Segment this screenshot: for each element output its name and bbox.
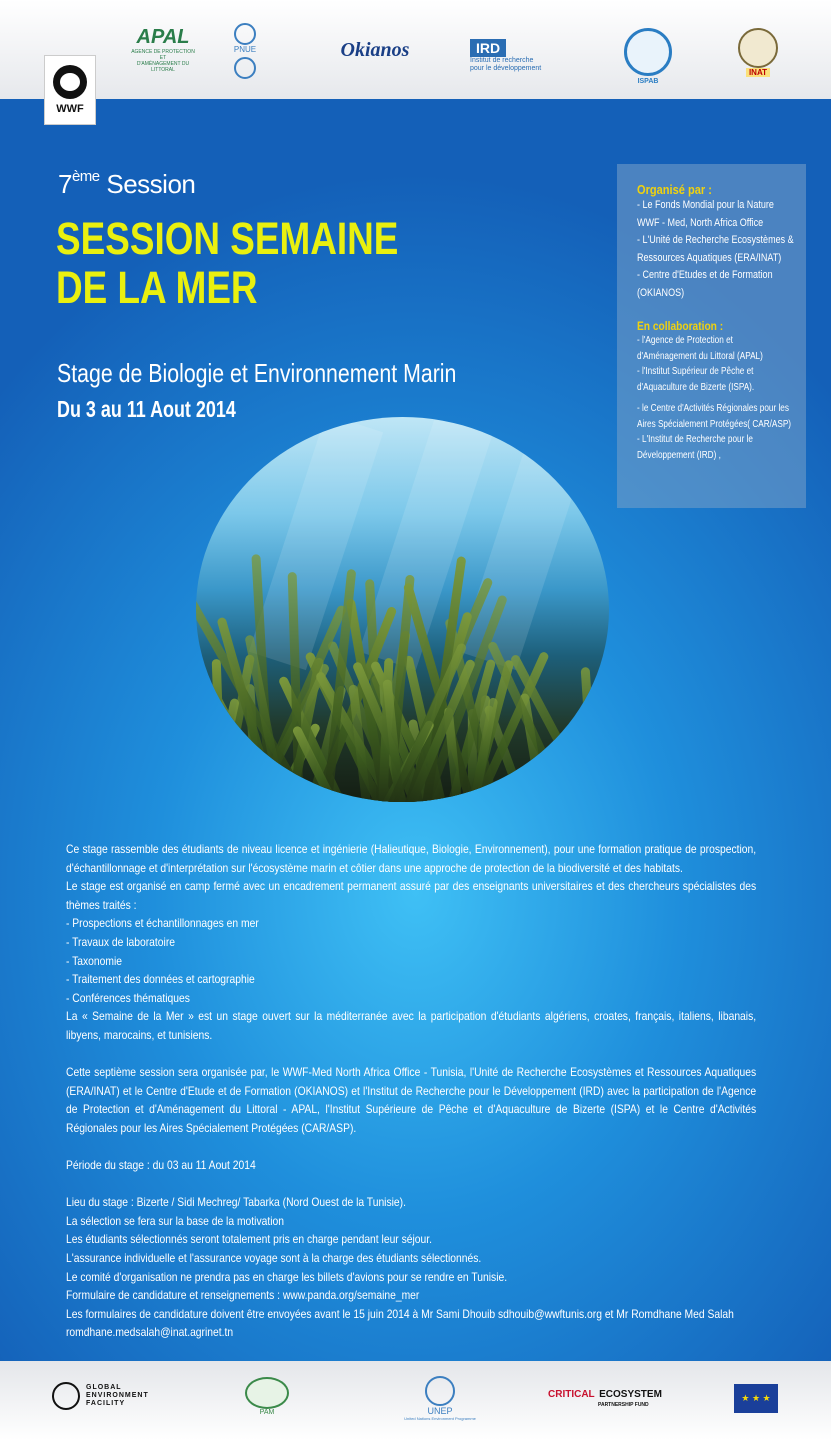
apal-sub1: AGENCE DE PROTECTION ET (131, 48, 195, 61)
pam-emblem-icon (245, 1377, 289, 1409)
apal-title: APAL (136, 25, 190, 48)
participation-paragraph: La « Semaine de la Mer » est un stage ouvert sur la méditerranée avec la participation d'étudiants algériens, croates, français, italiens, libanais, libyens, marocains, et tunisiens. (66, 1009, 757, 1042)
cepf-ecosystem: ECOSYSTEM (599, 1389, 662, 1400)
ispa-logo (616, 24, 680, 88)
theme-item: - Traitement des données et cartographie (66, 972, 255, 987)
light-ray (249, 417, 383, 670)
inat-seal-icon (738, 28, 778, 68)
collaborator-line: - le Centre d'Activités Régionales pour les (637, 403, 789, 414)
inat-label: INAT (746, 68, 770, 77)
pnue-label: PNUE (233, 45, 257, 54)
coverage-line: Les étudiants sélectionnés seront totalement pris en charge pendant leur séjour. (66, 1232, 433, 1247)
contact-email: romdhane.medsalah@inat.agrinet.tn (66, 1325, 234, 1340)
main-title (56, 214, 398, 312)
apal-sub2: D'AMÉNAGEMENT DU LITTORAL (136, 60, 190, 73)
organizer-line: Ressources Aquatiques (ERA/INAT) (637, 251, 782, 264)
okianos-label: Okianos (340, 38, 410, 61)
organizer-line: WWF - Med, North Africa Office (637, 216, 764, 229)
okianos-logo (325, 36, 425, 64)
ird-logo (470, 36, 546, 76)
ird-sub1: Institut de recherche (470, 57, 534, 64)
pam-logo (240, 1374, 294, 1418)
panda-icon (53, 65, 87, 99)
collaborator-line: - l'Institut Supérieur de Pêche et (637, 366, 754, 377)
unep-globe-icon (425, 1376, 455, 1406)
collaborator-line: Aires Spécialement Protégées( CAR/ASP) (637, 418, 792, 430)
unep-label: UNEP (427, 1405, 453, 1416)
partners-paragraph: Cette septième session sera organisée par, le WWF-Med North Africa Office - Tunisia, l'Unité de Recherche Ecosystèmes et Ressources Aquatiques (ERA/INAT) et le Centre d'Etude et de Formation (OKIANOS) et l'Institut de Recherche pour le Développement (IRD) avec la participation de l'Agence de Protection et d'Aménagement du Littoral - APAL, l'Institut Supérieure de Pêche et d'Aquaculture de Bizerte (ISPA) et le Centre d'Activités Régionales pour les Aires Spécialement Protégées (CAR/ASP). (66, 1065, 757, 1135)
organizer-line: - Le Fonds Mondial pour la Nature (637, 199, 774, 211)
organizers-heading: Organisé par : (637, 182, 712, 197)
organizer-line: - L'Unité de Recherche Ecosystèmes & (637, 234, 794, 246)
stage-dates: Du 3 au 11 Aout 2014 (57, 396, 236, 422)
unep-logo (394, 1372, 486, 1424)
submission-line: Les formulaires de candidature doivent être envoyées avant le 15 juin 2014 à Mr Sami Dhouib sdhouib@wwftunis.org et Mr Romdhane Med Salah (66, 1306, 734, 1321)
organisation-paragraph: Le stage est organisé en camp fermé avec un encadrement permanent assuré par des enseignants universitaires et des chercheurs spécialistes des thèmes traités : (66, 879, 757, 912)
theme-item: - Travaux de laboratoire (66, 934, 175, 949)
wwf-logo (44, 55, 96, 125)
theme-item: - Conférences thématiques (66, 990, 190, 1005)
insurance-line: L'assurance individuelle et l'assurance voyage sont à la charge des étudiants sélectionnés. (66, 1251, 482, 1266)
session-ordinal: ème (71, 168, 100, 185)
eu-flag-icon: ★ ★ ★ (734, 1384, 778, 1413)
ispa-label: ISPAB (637, 77, 659, 85)
globe-icon (234, 23, 256, 45)
title-line-2: DE LA MER (56, 262, 258, 313)
location-line: Lieu du stage : Bizerte / Sidi Mechreg/ Tabarka (Nord Ouest de la Tunisie). (66, 1195, 406, 1210)
wwf-label: WWF (56, 103, 84, 115)
apal-logo (128, 24, 198, 74)
organizers-box (617, 164, 806, 508)
gef-line-1: GLOBAL (86, 1384, 122, 1391)
intro-paragraph: Ce stage rassemble des étudiants de niveau licence et ingénierie (Halieutique, Biologie, Environnement), pour une formation pratique de prospection, d'échantillonnage et d'interprétation sur l'écosystème marin et côtier dans une approche de protection de la biodiversité et des habitats. (66, 842, 757, 875)
seagrass-photo (196, 417, 609, 802)
description (66, 840, 756, 1342)
cepf-critical: CRITICAL (548, 1389, 595, 1400)
organizer-line: (OKIANOS) (637, 286, 685, 299)
gef-line-3: FACILITY (86, 1400, 126, 1407)
selection-line: La sélection se fera sur la base de la motivation (66, 1213, 284, 1228)
period-line: Période du stage : du 03 au 11 Aout 2014 (66, 1158, 256, 1173)
ird-title: IRD (470, 39, 506, 57)
eu-logo (734, 1384, 778, 1413)
gef-line-2: ENVIRONMENT (86, 1392, 149, 1399)
session-word: Session (99, 169, 196, 199)
cepf-fund: PARTNERSHIP FUND (598, 1402, 649, 1408)
gef-logo (52, 1374, 172, 1418)
theme-item: - Taxonomie (66, 953, 123, 968)
unep-sub: United Nations Environment Programme (404, 1415, 476, 1421)
ird-sub2: pour le développement (470, 65, 542, 72)
cepf-title (548, 1384, 662, 1402)
form-line: Formulaire de candidature et renseignements : www.panda.org/semaine_mer (66, 1288, 420, 1303)
session-number: 7 (58, 169, 72, 199)
gef-circle-icon (52, 1382, 80, 1410)
inat-logo (730, 14, 786, 90)
collaborator-line: - L'Institut de Recherche pour le (637, 434, 753, 445)
stage-subtitle: Stage de Biologie et Environnement Marin (57, 358, 457, 388)
collaborator-line: d'Aquaculture de Bizerte (ISPA). (637, 381, 755, 393)
title-line-1: SESSION SEMAINE (56, 213, 399, 264)
cepf-logo (548, 1380, 662, 1412)
collaboration-heading: En collaboration : (637, 319, 724, 333)
collaborator-line: - l'Agence de Protection et (637, 335, 733, 346)
pnue-logo (226, 14, 264, 88)
collaborator-line: d'Aménagement du Littoral (APAL) (637, 350, 763, 362)
laurel-icon (234, 57, 256, 79)
pam-label: PAM (259, 1408, 275, 1416)
ispa-seal-icon (624, 28, 672, 76)
tickets-line: Le comité d'organisation ne prendra pas en charge les billets d'avions pour se rendre en Tunisie. (66, 1269, 508, 1284)
seagrass-blade (487, 641, 574, 802)
session-heading (58, 168, 195, 200)
organizer-line: - Centre d'Etudes et de Formation (637, 269, 773, 281)
theme-item: - Prospections et échantillonnages en mer (66, 916, 259, 931)
collaborator-line: Développement (IRD) , (637, 449, 721, 461)
